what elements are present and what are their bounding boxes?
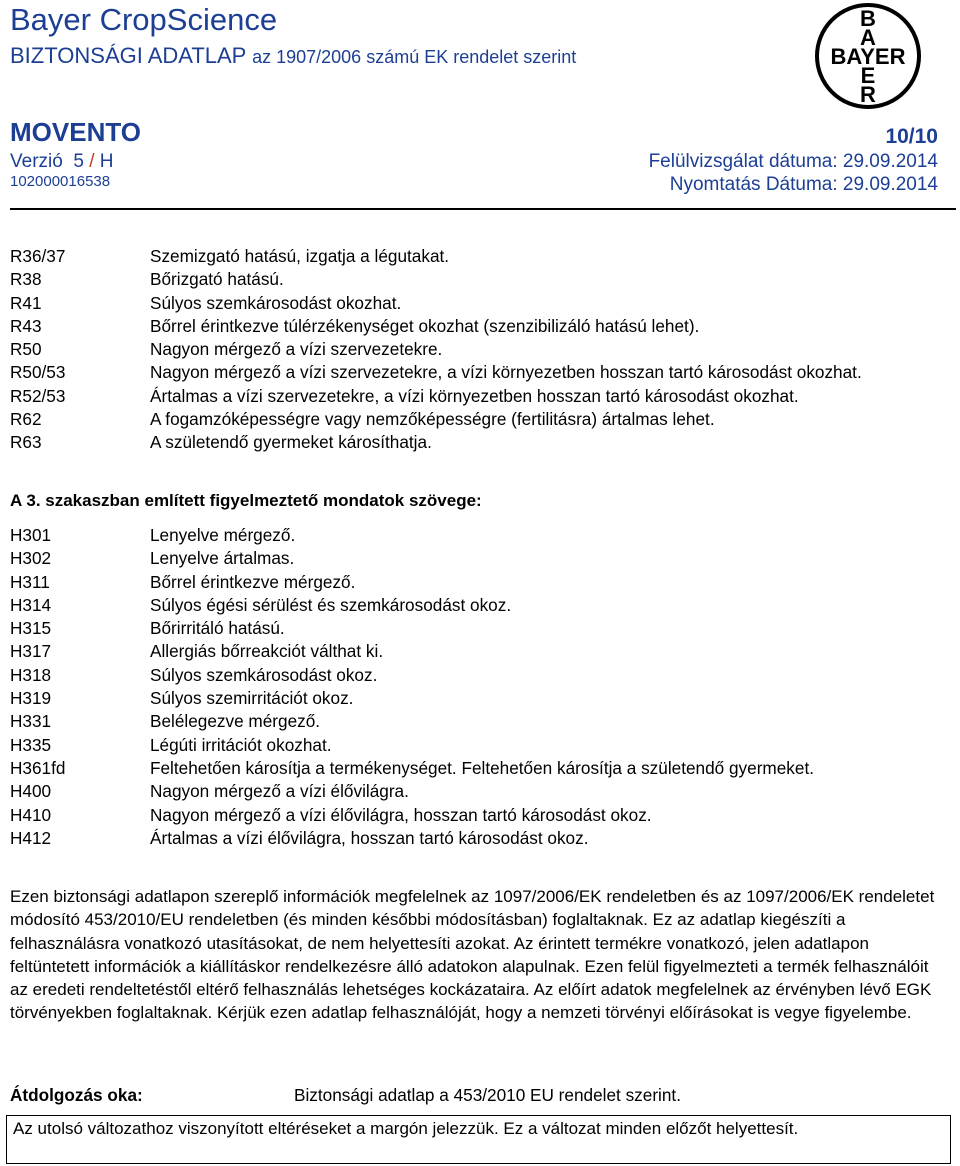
phrase-code: H301 [10,525,52,545]
revision-reason-value: Biztonsági adatlap a 453/2010 EU rendelet szerint. [294,1085,681,1105]
r-phrase-list [10,245,950,455]
phrase-text: Bőrrel érintkezve túlérzékenységet okozhat (szenzibilizáló hatású lehet). [150,315,700,336]
footer-note-box: Az utolsó változathoz viszonyított eltéréseket a margón jelezzük. Ez a változat minden előzőt helyettesít. [6,1115,951,1164]
phrase-code: H315 [10,618,52,639]
phrase-row [10,827,950,850]
product-code: 102000016538 [10,173,111,190]
phrase-text: Belélegezve mérgező. [150,711,321,732]
phrase-row [10,687,950,710]
phrase-text: Nagyon mérgező a vízi élővilágra, hosszan tartó károsodást okoz. [150,804,652,825]
phrase-row [10,361,950,384]
version-sep: / [89,151,95,172]
phrase-text: Bőrirritáló hatású. [150,618,285,639]
revision-reason-label: Átdolgozás oka: [10,1085,143,1105]
bayer-logo-icon [814,2,922,110]
sds-title [10,43,576,69]
phrase-code: R52/53 [10,385,66,406]
phrase-row [10,571,950,594]
phrase-row [10,315,950,338]
phrase-text: Feltehetően károsítja a termékenységet. Feltehetően károsítja a születendő gyermeket. [150,757,815,778]
regulation-text: az 1907/2006 számú EK rendelet szerint [252,47,577,67]
phrase-row [10,757,950,780]
phrase-code: H319 [10,688,52,709]
revision-reason [10,1085,950,1106]
phrase-code: H318 [10,664,52,685]
logo-letter-a: A [860,25,876,50]
phrase-row [10,338,950,361]
phrase-text: Ártalmas a vízi szervezetekre, a vízi környezetben hosszan tartó károsodást okozhat. [150,385,799,406]
print-date: Nyomtatás Dátuma: 29.09.2014 [669,174,938,195]
phrase-code: H314 [10,594,52,615]
phrase-code: H412 [10,827,52,848]
phrase-text: Nagyon mérgező a vízi szervezetekre. [150,339,443,360]
revision-date: Felülvizsgálat dátuma: 29.09.2014 [648,151,938,172]
phrase-text: Lenyelve mérgező. [150,525,296,545]
phrase-row [10,245,950,268]
phrase-row [10,385,950,408]
h-phrase-list [10,524,950,850]
phrase-text: Ártalmas a vízi élővilágra, hosszan tartó károsodást okoz. [150,827,589,848]
phrase-code: H335 [10,734,52,755]
logo-letter-e: E [860,63,876,88]
phrase-code: R38 [10,269,42,290]
logo-letter-r: R [860,82,876,107]
phrase-text: Bőrizgató hatású. [150,269,284,290]
phrase-code: R62 [10,409,42,430]
version [10,151,114,173]
phrase-row [10,617,950,640]
phrase-row [10,594,950,617]
page-number: 10/10 [885,125,938,148]
phrase-text: Bőrrel érintkezve mérgező. [150,571,356,592]
phrase-text: Allergiás bőrreakciót válthat ki. [150,641,384,662]
version-lang: H [99,151,114,172]
phrase-text: Légúti irritációt okozhat. [150,734,332,755]
phrase-row [10,640,950,663]
phrase-row [10,734,950,757]
phrase-code: H331 [10,711,52,732]
logo-bayer: BAYER [830,44,906,69]
phrase-row [10,524,950,547]
phrase-code: H400 [10,781,52,802]
phrase-row [10,664,950,687]
phrase-code: R50 [10,339,42,360]
phrase-text: Súlyos szemkárosodást okoz. [150,664,378,685]
phrase-text: Súlyos szemkárosodást okozhat. [150,292,402,313]
phrase-text: Súlyos égési sérülést és szemkárosodást okoz. [150,594,512,615]
phrase-row [10,292,950,315]
phrase-code: R36/37 [10,246,66,266]
logo-letter-b: B [860,6,876,31]
company-name: Bayer CropScience [10,2,278,37]
phrase-text: A születendő gyermeket károsíthatja. [150,432,432,453]
phrase-code: R41 [10,292,42,313]
phrase-text: Nagyon mérgező a vízi élővilágra. [150,781,409,802]
sds-title-text: BIZTONSÁGI ADATLAP [10,43,246,68]
phrase-text: A fogamzóképességre vagy nemzőképességre (fertilitásra) ártalmas lehet. [150,409,715,430]
phrase-row [10,804,950,827]
phrase-code: H361fd [10,757,66,778]
phrase-text: Lenyelve ártalmas. [150,548,295,569]
phrase-row [10,780,950,803]
phrase-text: Szemizgató hatású, izgatja a légutakat. [150,246,450,266]
phrase-code: R50/53 [10,362,66,383]
phrase-row [10,710,950,733]
phrase-row [10,268,950,291]
version-label: Verzió [10,151,63,172]
phrase-code: H311 [10,571,50,592]
disclaimer-paragraph: Ezen biztonsági adatlapon szereplő információk megfelelnek az 1097/2006/EK rendeletben és az 1097/2006/EK rendeletet módosító 453/2010/EU rendeletben (és minden későbbi módosításban) foglaltaknak. Ez az adatlap kiegészíti a felhasználásra vonatkozó utasításokat, de nem helyettesíti azokat. Az érintett termékre vonatkozó, jelen adatlapon feltüntetett információk a kiállításkor rendelkezésre álló adatokon alapulnak. Ezen felül figyelmezteti a termék felhasználóit az eredeti rendeltetéstől eltérő felhasználás lehetséges kockázataira. Az előírt adatok megfelelnek az érvényben lévő EGK törvényekben foglaltaknak. Kérjük ezen adatlap felhasználóját, hogy a nemzeti törvényi előírásokat is vegye figyelembe. [10,887,935,1023]
phrase-text: Nagyon mérgező a vízi szervezetekre, a vízi környezetben hosszan tartó károsodást okozhat. [150,362,862,383]
phrase-code: R43 [10,315,42,336]
h-phrase-heading: A 3. szakaszban említett figyelmeztető mondatok szövege: [10,491,482,510]
phrase-row [10,547,950,570]
phrase-row [10,431,950,454]
version-number: 5 [73,151,84,172]
phrase-code: H317 [10,641,52,662]
phrase-row [10,408,950,431]
phrase-code: H410 [10,804,52,825]
phrase-text: Súlyos szemirritációt okoz. [150,688,354,709]
product-name: MOVENTO [10,117,141,147]
phrase-code: H302 [10,548,52,569]
header-rule [10,208,956,210]
phrase-code: R63 [10,432,42,453]
